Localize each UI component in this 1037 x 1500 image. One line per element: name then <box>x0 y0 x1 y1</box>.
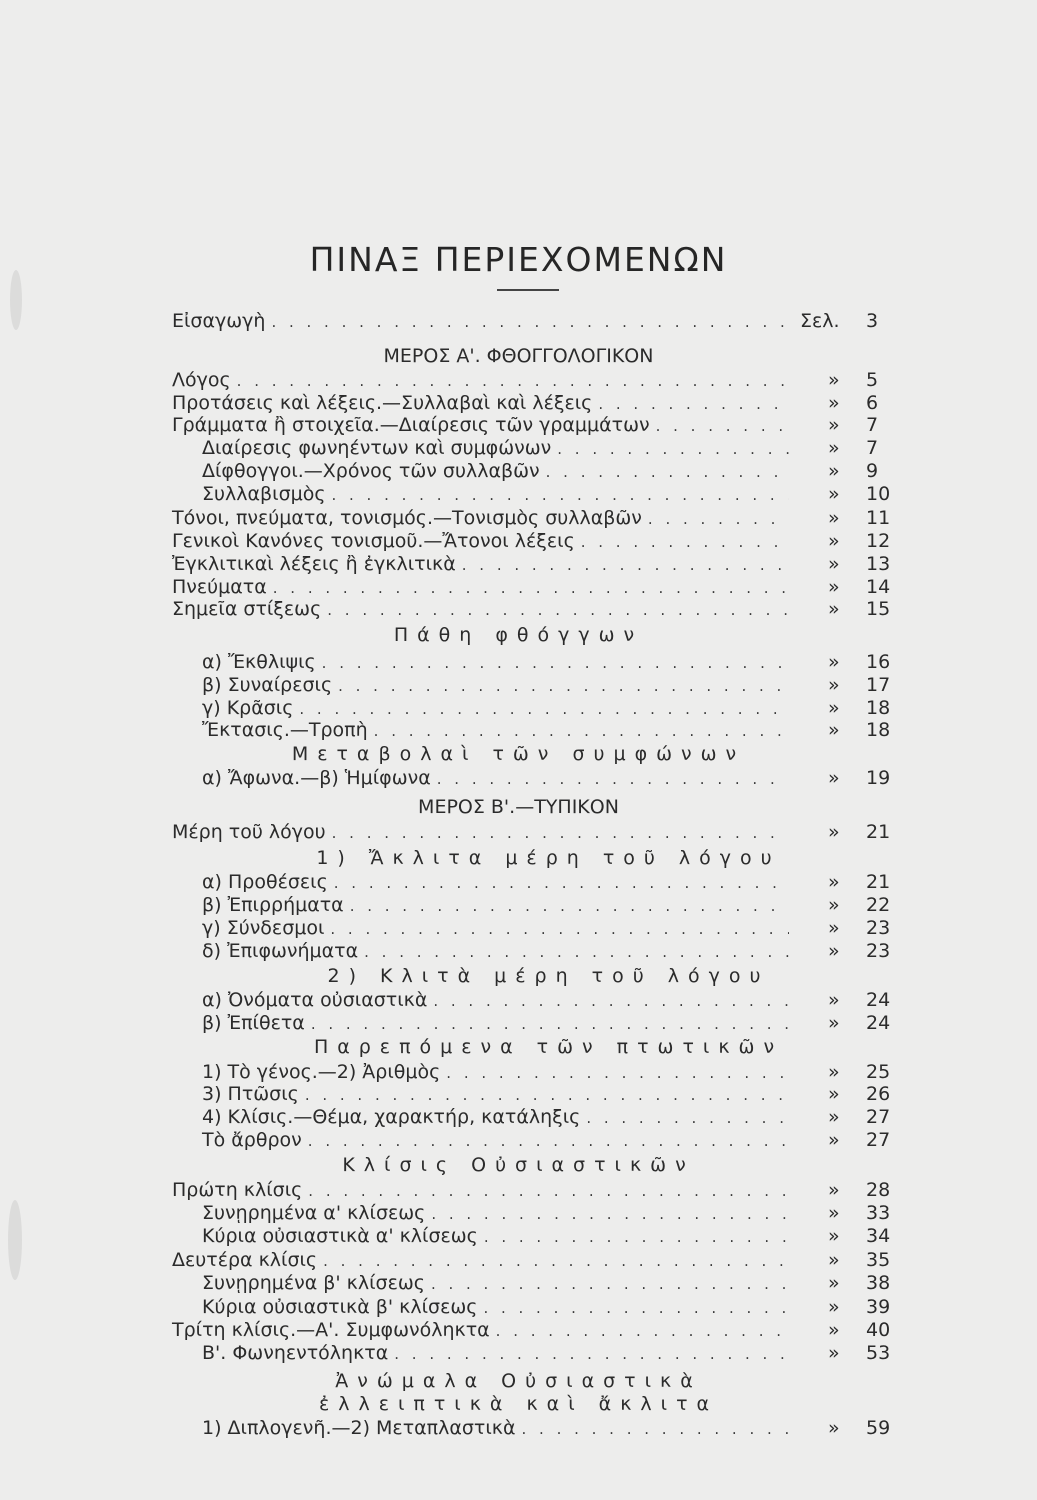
section-heading: ΜΕΡΟΣ Β'.—ΤΥΠΙΚΟΝ <box>418 796 619 818</box>
page-number: 24 <box>866 989 891 1011</box>
dot-leader <box>437 767 789 791</box>
toc-entry <box>202 1105 795 1129</box>
toc-entry-label: Ἐγκλιτικαὶ λέξεις ἢ ἐγκλιτικὰ <box>172 553 456 575</box>
section-heading: ΜΕΡΟΣ Α'. ΦΘΟΓΓΟΛΟΓΙΚΟΝ <box>383 345 654 367</box>
dot-leader <box>656 414 789 438</box>
dot-leader <box>462 553 789 577</box>
page-number: 25 <box>866 1061 891 1083</box>
toc-entry-label: Συνῃρημένα α' κλίσεως <box>202 1202 426 1224</box>
ditto-mark: » <box>828 651 840 673</box>
page-number: 19 <box>866 767 891 789</box>
ditto-mark: » <box>828 1106 840 1128</box>
toc-entry-label: Δευτέρα κλίσις <box>172 1249 318 1271</box>
ditto-mark: » <box>828 1342 840 1364</box>
ditto-mark: » <box>828 821 840 843</box>
page-number: 27 <box>866 1129 891 1151</box>
toc-entry <box>172 506 795 530</box>
section-heading: 1) Ἄκλιτα μέρη τοῦ λόγου <box>316 847 781 869</box>
section-heading: Παρεπόμενα τῶν πτωτικῶν <box>313 1036 784 1058</box>
toc-entry <box>202 893 795 917</box>
dot-leader <box>581 530 789 554</box>
section-heading: ἐλλειπτικὰ καὶ ἄκλιτα <box>318 1393 719 1415</box>
dot-leader <box>433 989 789 1013</box>
toc-entry <box>172 597 795 621</box>
ditto-mark: » <box>828 697 840 719</box>
page-number: 21 <box>866 821 891 843</box>
page-number: 23 <box>866 917 891 939</box>
dot-leader <box>586 1106 789 1130</box>
ditto-mark: » <box>828 917 840 939</box>
toc-entry-label: Δίφθογγοι.—Χρόνος τῶν συλλαβῶν <box>202 460 540 482</box>
page-number: 3 <box>866 310 879 332</box>
ditto-mark: » <box>828 1083 840 1105</box>
ditto-mark: » <box>828 1202 840 1224</box>
toc-entry <box>202 1341 795 1365</box>
ditto-mark: » <box>828 1249 840 1271</box>
toc-entry-label: Γενικοὶ Κανόνες τονισμοῦ.—Ἄτονοι λέξεις <box>172 530 575 552</box>
dot-leader <box>522 1417 790 1441</box>
toc-entry-label: Διαίρεσις φωνηέντων καὶ συμφώνων <box>202 437 552 459</box>
toc-entry-label: α) Ὀνόματα οὐσιαστικὰ <box>202 989 428 1011</box>
toc-entry <box>202 1416 795 1440</box>
toc-entry <box>172 529 795 553</box>
ditto-mark: » <box>828 414 840 436</box>
toc-entry <box>172 1318 795 1342</box>
toc-entry <box>172 1248 795 1272</box>
toc-entry <box>172 1178 795 1202</box>
dot-leader <box>364 940 789 964</box>
ditto-mark: » <box>828 392 840 414</box>
toc-entry-label: Ἔκτασις.—Τροπὴ <box>202 719 368 741</box>
page-number: 16 <box>866 651 891 673</box>
ditto-mark: » <box>828 1296 840 1318</box>
ditto-mark: » <box>828 989 840 1011</box>
page-number: 12 <box>866 530 891 552</box>
ditto-mark: » <box>828 1417 840 1439</box>
dot-leader <box>557 437 789 461</box>
ditto-mark: » <box>828 460 840 482</box>
toc-entry-label: Β'. Φωνηεντόληκτα <box>202 1342 389 1364</box>
dot-leader <box>350 894 789 918</box>
page-number: 27 <box>866 1106 891 1128</box>
toc-entry <box>202 1295 795 1319</box>
ditto-mark: » <box>828 1012 840 1034</box>
toc-entry-label: Κύρια οὐσιαστικὰ β' κλίσεως <box>202 1296 478 1318</box>
page-number: 39 <box>866 1296 891 1318</box>
toc-entry-label: Γράμματα ἢ στοιχεῖα.—Διαίρεσις τῶν γραμμάτων <box>172 414 650 436</box>
page-title: ΠΙΝΑΞ ΠΕΡΙΕΧΟΜΕΝΩΝ <box>309 240 728 279</box>
toc-entry <box>172 413 795 437</box>
ditto-mark: » <box>828 767 840 789</box>
page-number: 22 <box>866 894 891 916</box>
dot-leader <box>327 598 789 622</box>
toc-entry-label: γ) Κρᾶσις <box>202 697 294 719</box>
dot-leader <box>308 1179 789 1203</box>
toc-entry-label: α) Ἔκθλιψις <box>202 651 316 673</box>
toc-entry <box>202 696 795 720</box>
toc-entry <box>202 673 795 697</box>
toc-entry-label: δ) Ἐπιφωνήματα <box>202 940 359 962</box>
dot-leader <box>648 507 789 531</box>
dot-leader <box>546 460 789 484</box>
dot-leader <box>374 719 789 743</box>
toc-entry <box>202 1082 795 1106</box>
ditto-mark: » <box>828 871 840 893</box>
toc-entry <box>172 368 795 392</box>
toc-entry-label: Μέρη τοῦ λόγου <box>172 821 326 843</box>
toc-entry-label: Τόνοι, πνεύματα, τονισμός.—Τονισμὸς συλλαβῶν <box>172 507 642 529</box>
page-number: 23 <box>866 940 891 962</box>
toc-entry <box>202 1011 795 1035</box>
toc-entry <box>172 575 795 599</box>
toc-entry-label: γ) Σύνδεσμοι <box>202 917 325 939</box>
page-number: 11 <box>866 507 891 529</box>
toc-entry <box>202 988 795 1012</box>
toc-entry <box>202 1060 795 1084</box>
toc-entry-label: 1) Τὸ γένος.—2) Ἀριθμὸς <box>202 1061 441 1083</box>
toc-entry <box>172 391 795 415</box>
toc-entry <box>202 1271 795 1295</box>
toc-entry <box>202 718 795 742</box>
dot-leader <box>334 871 789 895</box>
page-number: 18 <box>866 719 891 741</box>
ditto-mark: » <box>828 894 840 916</box>
dot-leader <box>237 369 789 393</box>
toc-entry <box>202 482 795 506</box>
toc-entry <box>202 870 795 894</box>
toc-entry-label: 1) Διπλογενῆ.—2) Μεταπλαστικὰ <box>202 1417 516 1439</box>
ditto-mark: » <box>828 1225 840 1247</box>
toc-entry <box>202 650 795 674</box>
toc-entry-label: Πρώτη κλίσις <box>172 1179 303 1201</box>
toc-entry-label: Σημεῖα στίξεως <box>172 598 322 620</box>
toc-entry <box>172 820 795 844</box>
page-number: 24 <box>866 1012 891 1034</box>
page-number: 53 <box>866 1342 891 1364</box>
page-number: 28 <box>866 1179 891 1201</box>
dot-leader <box>331 483 789 507</box>
page-number: 9 <box>866 460 879 482</box>
toc-entry <box>202 1201 795 1225</box>
dot-leader <box>484 1225 789 1249</box>
page-number: 7 <box>866 414 879 436</box>
page-number: 40 <box>866 1319 891 1341</box>
toc-entry-label: Συλλαβισμὸς <box>202 483 326 505</box>
ditto-mark: » <box>828 369 840 391</box>
toc-entry-label: 4) Κλίσις.—Θέμα, χαρακτήρ, κατάληξις <box>202 1106 581 1128</box>
dot-leader <box>431 1202 789 1226</box>
toc-entry <box>172 552 795 576</box>
dot-leader <box>311 1012 789 1036</box>
ditto-mark: » <box>828 530 840 552</box>
toc-entry-label: α) Ἄφωνα.—β) Ἡμίφωνα <box>202 767 431 789</box>
dot-leader <box>394 1342 789 1366</box>
ditto-mark: » <box>828 1179 840 1201</box>
section-heading: Μεταβολαὶ τῶν συμφώνων <box>291 743 746 765</box>
toc-entry <box>202 916 795 940</box>
ditto-mark: » <box>828 1319 840 1341</box>
page-abbreviation: Σελ. <box>800 310 840 332</box>
dot-leader <box>496 1319 789 1343</box>
page-number: 17 <box>866 674 891 696</box>
section-heading: 2) Κλιτὰ μέρη τοῦ λόγου <box>327 965 770 987</box>
page-number: 5 <box>866 369 879 391</box>
page-number: 6 <box>866 392 879 414</box>
dot-leader <box>322 651 789 675</box>
dot-leader <box>338 674 789 698</box>
toc-entry-label: α) Προθέσεις <box>202 871 328 893</box>
toc-entry <box>202 436 795 460</box>
toc-entry-label: β) Ἐπίθετα <box>202 1012 305 1034</box>
toc-entry <box>202 766 795 790</box>
toc-entry-label: Πνεύματα <box>172 576 267 598</box>
toc-entry-label: Συνῃρημένα β' κλίσεως <box>202 1272 425 1294</box>
page-number: 18 <box>866 697 891 719</box>
dot-leader <box>332 821 789 845</box>
page-number: 21 <box>866 871 891 893</box>
toc-entry <box>172 309 795 333</box>
ditto-mark: » <box>828 719 840 741</box>
ditto-mark: » <box>828 1129 840 1151</box>
toc-entry-label: 3) Πτῶσις <box>202 1083 299 1105</box>
toc-entry-label: Τρίτη κλίσις.—Α'. Συμφωνόληκτα <box>172 1319 490 1341</box>
ditto-mark: » <box>828 674 840 696</box>
page-number: 26 <box>866 1083 891 1105</box>
ditto-mark: » <box>828 553 840 575</box>
page-number: 10 <box>866 483 891 505</box>
toc-entry-label: β) Συναίρεσις <box>202 674 333 696</box>
ditto-mark: » <box>828 598 840 620</box>
toc-entry <box>202 1128 795 1152</box>
ditto-mark: » <box>828 437 840 459</box>
page-number: 35 <box>866 1249 891 1271</box>
ditto-mark: » <box>828 940 840 962</box>
toc-entry-label: Τὸ ἄρθρον <box>202 1129 302 1151</box>
dot-leader <box>323 1249 789 1273</box>
section-heading: Πάθη φθόγγων <box>393 624 644 646</box>
page-number: 7 <box>866 437 879 459</box>
toc-entry <box>202 1224 795 1248</box>
page-number: 33 <box>866 1202 891 1224</box>
dot-leader <box>483 1296 789 1320</box>
page-number: 38 <box>866 1272 891 1294</box>
ditto-mark: » <box>828 483 840 505</box>
toc-entry-label: β) Ἐπιρρήματα <box>202 894 344 916</box>
dot-leader <box>308 1129 789 1153</box>
toc-entry <box>202 459 795 483</box>
page-number: 13 <box>866 553 891 575</box>
toc-entry-label: Κύρια οὐσιαστικὰ α' κλίσεως <box>202 1225 478 1247</box>
toc-entry-label: Λόγος <box>172 369 231 391</box>
page-number: 34 <box>866 1225 891 1247</box>
toc-entry <box>202 939 795 963</box>
page-number: 14 <box>866 576 891 598</box>
dot-leader <box>305 1083 789 1107</box>
toc-entry-label: Εἰσαγωγὴ <box>172 310 266 332</box>
ditto-mark: » <box>828 1272 840 1294</box>
page-number: 15 <box>866 598 891 620</box>
ditto-mark: » <box>828 576 840 598</box>
dot-leader <box>431 1272 789 1296</box>
dot-leader <box>330 917 789 941</box>
dot-leader <box>271 310 789 334</box>
ditto-mark: » <box>828 507 840 529</box>
section-heading: Κλίσις Οὐσιαστικῶν <box>342 1154 695 1176</box>
ditto-mark: » <box>828 1061 840 1083</box>
toc-entry-label: Προτάσεις καὶ λέξεις.—Συλλαβαὶ καὶ λέξεις <box>172 392 593 414</box>
page-number: 59 <box>866 1417 891 1439</box>
section-heading: Ἀνώμαλα Οὐσιαστικὰ <box>335 1370 702 1392</box>
